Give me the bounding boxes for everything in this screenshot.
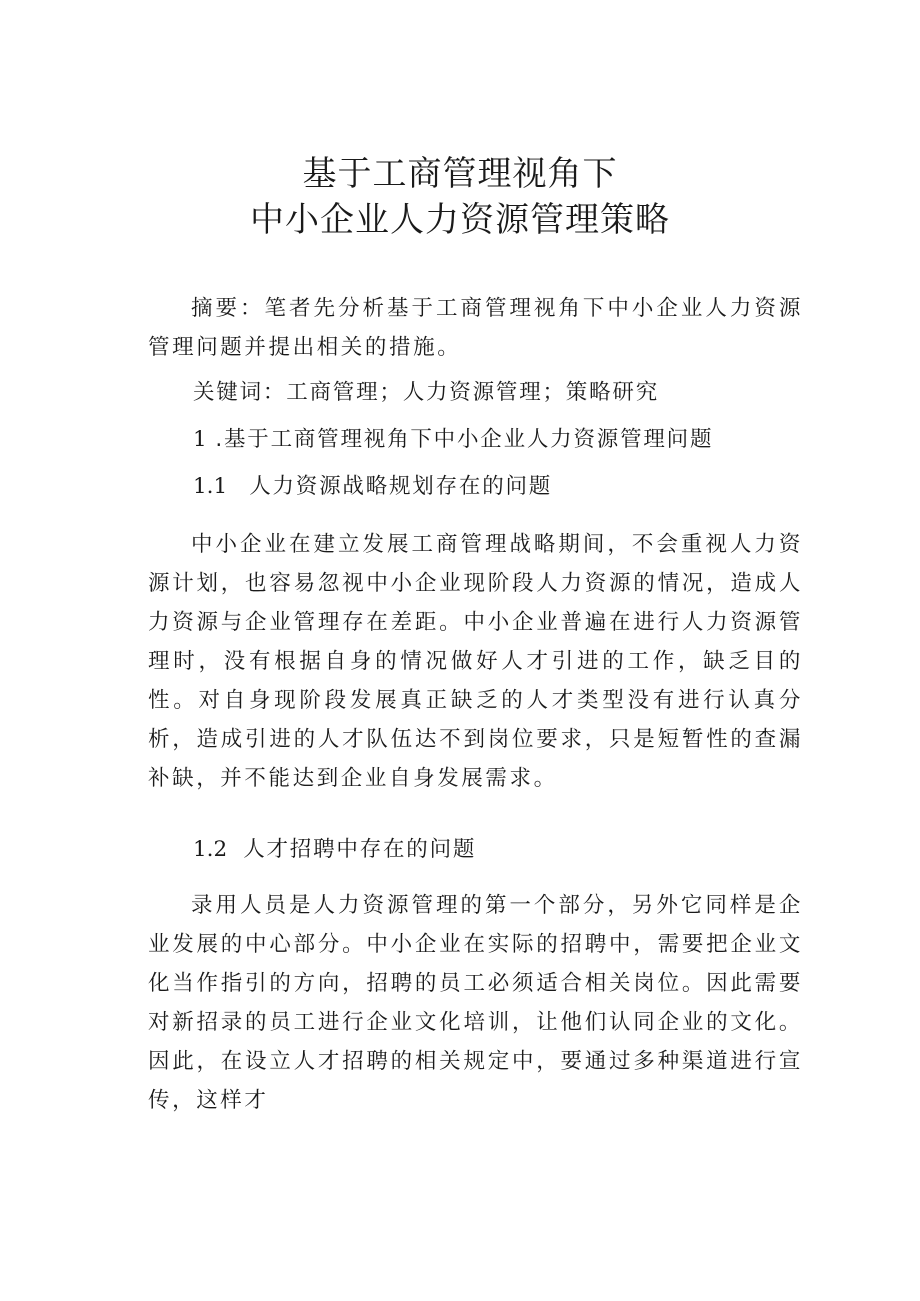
section-1-title: .基于工商管理视角下中小企业人力资源管理问题 — [215, 427, 714, 452]
document-title-line-1: 基于工商管理视角下 — [302, 154, 618, 194]
section-1-number: 1 — [193, 427, 207, 452]
abstract-paragraph: 摘要：笔者先分析基于工商管理视角下中小企业人力资源管理问题并提出相关的措施。 — [148, 296, 803, 360]
keywords-line: 关键词：工商管理；人力资源管理；策略研究 — [193, 380, 660, 405]
section-1-1-heading — [193, 472, 552, 502]
section-1-1-number: 1.1 — [193, 474, 228, 499]
document-title-line-2: 中小企业人力资源管理策略 — [250, 200, 670, 240]
section-1-2-heading — [193, 835, 476, 865]
section-1-1-title: 人力资源战略规划存在的问题 — [249, 474, 553, 499]
section-1-2-number: 1.2 — [193, 837, 228, 862]
section-1-2-title: 人才招聘中存在的问题 — [243, 837, 477, 862]
paragraph-2: 录用人员是人力资源管理的第一个部分，另外它同样是企业发展的中心部分。中小企业在实际的招聘中，需要把企业文化当作指引的方向，招聘的员工必须适合相关岗位。因此需要对新招录的员工进行企业文化培训，让他们认同企业的文化。因此，在设立人才招聘的相关规定中，要通过多种渠道进行宣传，这样才 — [148, 893, 803, 1113]
section-1-heading — [193, 425, 713, 455]
paragraph-1: 中小企业在建立发展工商管理战略期间，不会重视人力资源计划，也容易忽视中小企业现阶段人力资源的情况，造成人力资源与企业管理存在差距。中小企业普遍在进行人力资源管理时，没有根据自身的情况做好人才引进的工作，缺乏目的性。对自身现阶段发展真正缺乏的人才类型没有进行认真分析，造成引进的人才队伍达不到岗位要求，只是短暂性的查漏补缺，并不能达到企业自身发展需求。 — [148, 532, 803, 791]
